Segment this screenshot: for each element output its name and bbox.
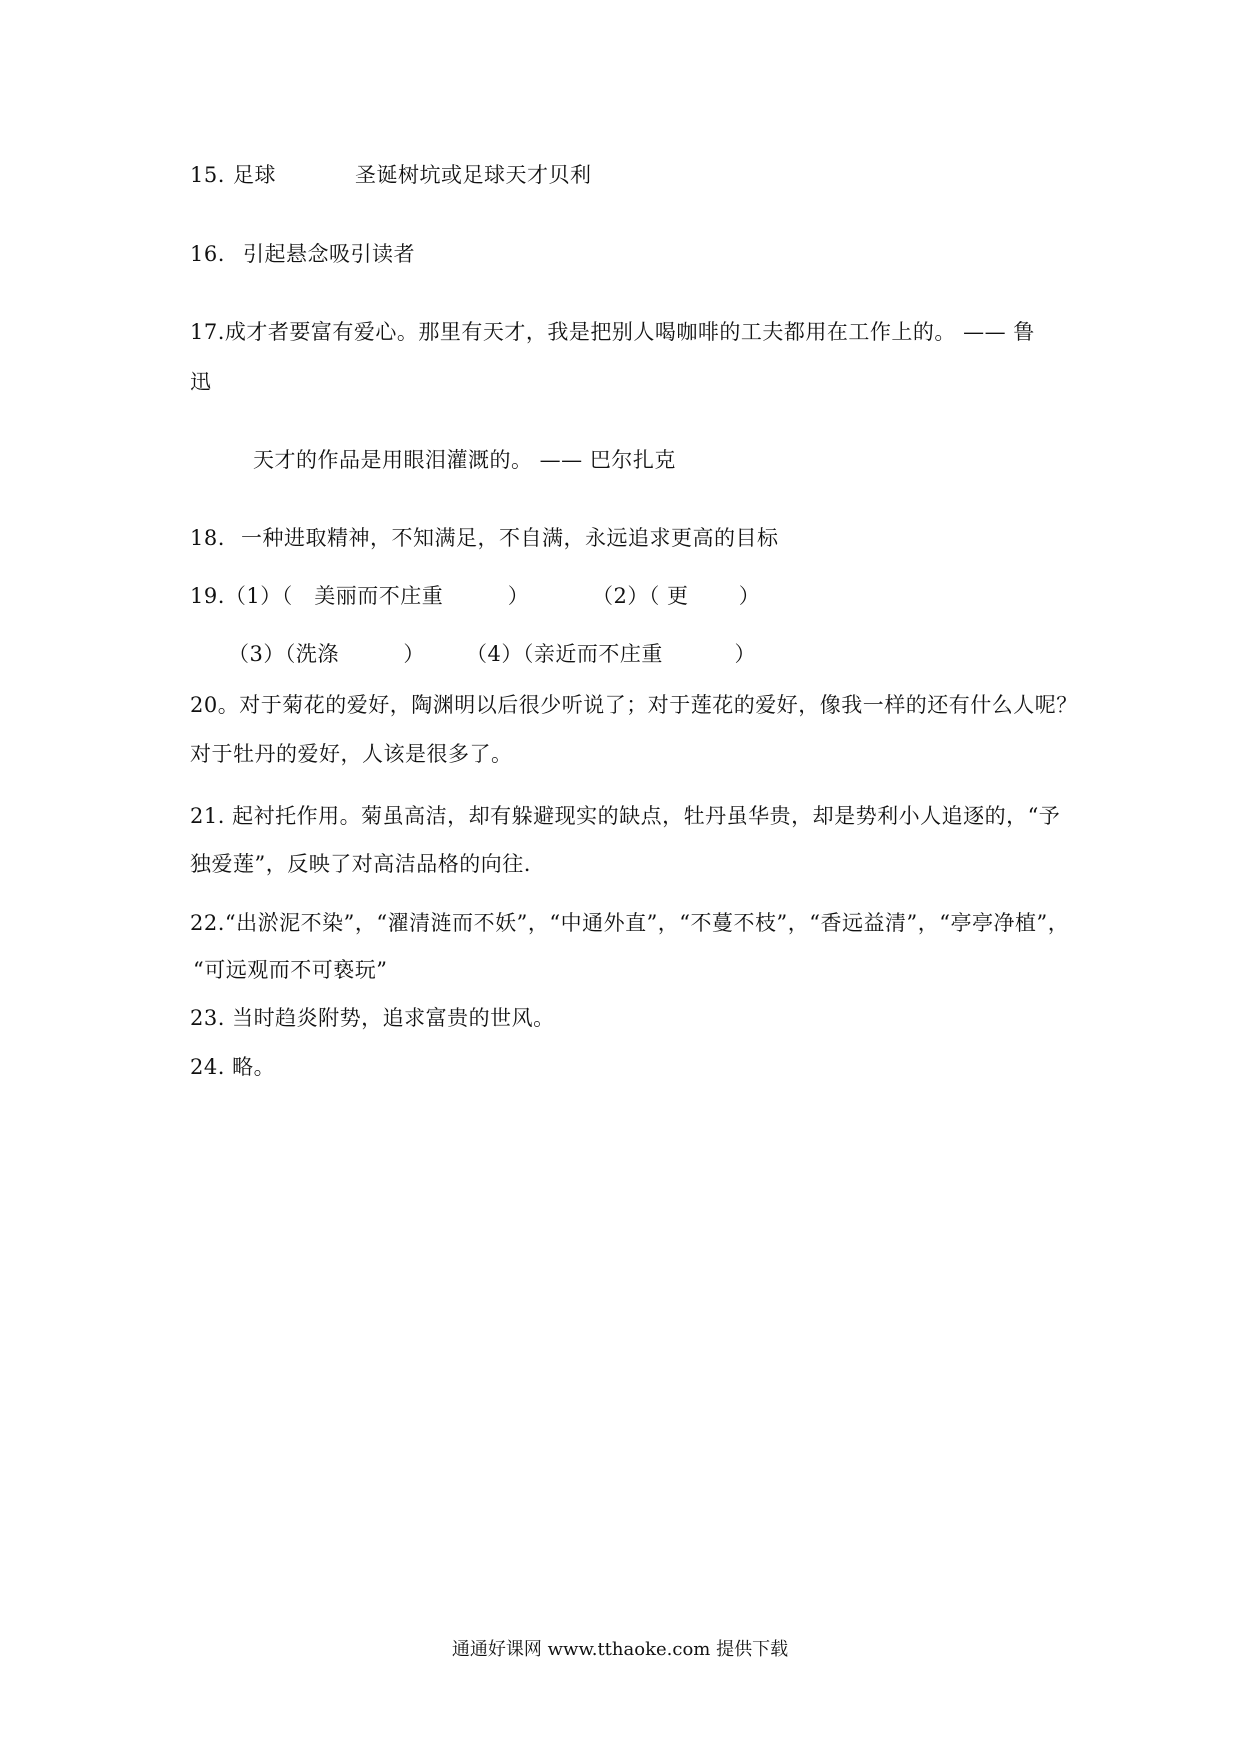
answer-17-line-3: 天才的作品是用眼泪灌溉的。 —— 巴尔扎克 <box>253 448 676 472</box>
answer-16-number: 16. <box>190 242 225 266</box>
page-footer: 通通好课网 www.tthaoke.com 提供下载 <box>451 1639 789 1660</box>
answer-21-line-1: 21. 起衬托作用。菊虽高洁，却有躲避现实的缺点，牡丹虽华贵，却是势利小人追逐的，“予 <box>190 804 1061 828</box>
answer-19-part-1: 19.（1）（ 美丽而不庄重 ） <box>190 584 530 608</box>
answer-17-line-1: 17.成才者要富有爱心。那里有天才，我是把别人喝咖啡的工夫都用在工作上的。 —— 鲁 <box>190 320 1035 344</box>
answer-20-line-1: 20。对于菊花的爱好，陶渊明以后很少听说了；对于莲花的爱好，像我一样的还有什么人呢？ <box>190 693 1078 717</box>
answer-15-part-b: 圣诞树坑或足球天才贝利 <box>355 163 592 187</box>
answer-18-number: 18. <box>190 526 225 550</box>
answer-15-number: 15. <box>190 163 225 187</box>
answer-17-line-2: 迅 <box>190 370 212 394</box>
answer-23-text: 23. 当时趋炎附势，追求富贵的世风。 <box>190 1006 555 1030</box>
answer-16-text: 引起悬念吸引读者 <box>243 242 415 266</box>
answer-22-line-2: “可远观而不可亵玩” <box>193 958 388 982</box>
answer-15-part-a: 足球 <box>233 163 276 187</box>
answer-19-part-3: （3）（洗涤 ） <box>228 642 425 666</box>
answer-22-line-1: 22.“出淤泥不染”，“濯清涟而不妖”，“中通外直”，“不蔓不枝”，“香远益清”，“亭亭净植”， <box>190 911 1070 935</box>
answer-21-line-2: 独爱莲”，反映了对高洁品格的向往. <box>190 852 531 876</box>
answer-18-text: 一种进取精神，不知满足，不自满，永远追求更高的目标 <box>241 526 779 550</box>
answer-19-part-4: （4）（亲近而不庄重 ） <box>466 642 757 666</box>
answer-19-part-2: （2）（ 更 ） <box>592 584 761 608</box>
answer-24-text: 24. 略。 <box>190 1055 276 1079</box>
answer-20-line-2: 对于牡丹的爱好，人该是很多了。 <box>190 742 513 766</box>
